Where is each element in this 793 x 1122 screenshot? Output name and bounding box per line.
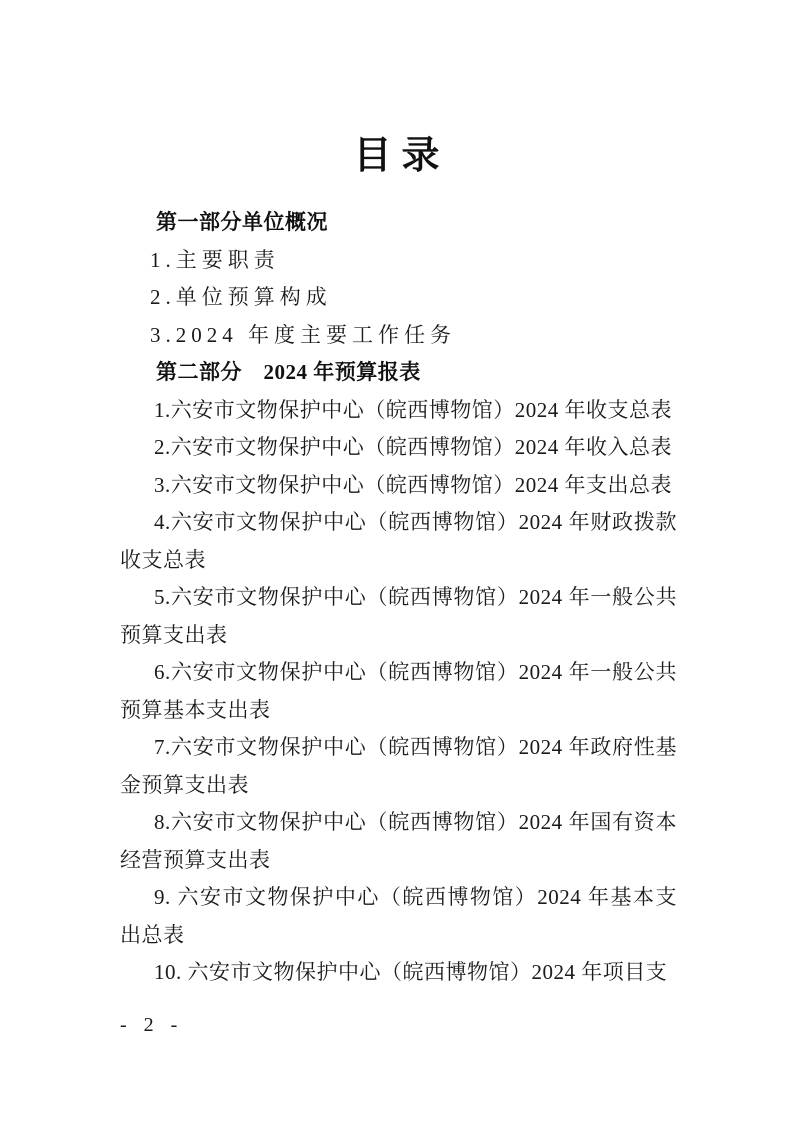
toc-item: 3.六安市文物保护中心（皖西博物馆）2024 年支出总表 <box>154 472 672 497</box>
toc-item: 2.单位预算构成 <box>150 285 332 309</box>
toc-item: 1.六安市文物保护中心（皖西博物馆）2024 年收支总表 <box>154 397 672 422</box>
toc-item: 6.六安市文物保护中心（皖西博物馆）2024 年一般公共预算基本支出表 <box>120 660 677 722</box>
toc-item: 2.六安市文物保护中心（皖西博物馆）2024 年收入总表 <box>154 435 672 459</box>
table-of-contents <box>120 204 677 992</box>
toc-item: 9. 六安市文物保护中心（皖西博物馆）2024 年基本支出总表 <box>120 885 677 947</box>
page-title: 目录 <box>353 135 450 177</box>
page-number: - 2 - <box>120 1014 184 1036</box>
section-heading-part1: 第一部分单位概况 <box>156 210 328 234</box>
toc-item: 1.主要职责 <box>150 247 280 272</box>
toc-item: 7.六安市文物保护中心（皖西博物馆）2024 年政府性基金预算支出表 <box>120 735 677 797</box>
toc-item: 10. 六安市文物保护中心（皖西博物馆）2024 年项目支 <box>154 960 668 984</box>
section-heading-part2: 第二部分 2024 年预算报表 <box>156 360 421 384</box>
toc-item: 8.六安市文物保护中心（皖西博物馆）2024 年国有资本经营预算支出表 <box>120 810 677 872</box>
toc-item: 4.六安市文物保护中心（皖西博物馆）2024 年财政拨款收支总表 <box>120 510 677 572</box>
toc-item: 5.六安市文物保护中心（皖西博物馆）2024 年一般公共预算支出表 <box>120 585 677 647</box>
toc-item: 3.2024 年度主要工作任务 <box>150 322 456 347</box>
